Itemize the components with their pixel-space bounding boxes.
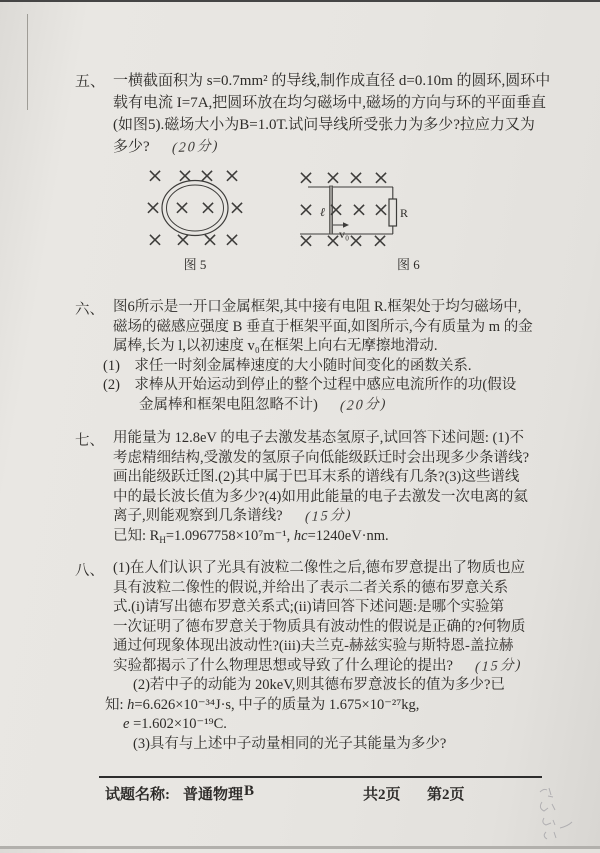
text-line: 具有波粒二像性的假说,并给出了表示二者关系的德布罗意关系 bbox=[113, 579, 509, 596]
problem-8-number: 八、 bbox=[75, 563, 104, 579]
field-cross-icon: × bbox=[371, 228, 389, 252]
problem-5-body bbox=[113, 70, 558, 159]
line-text: =1.602×10⁻¹⁹C. bbox=[129, 716, 227, 732]
field-cross-icon: × bbox=[228, 195, 246, 219]
field-cross-icon: × bbox=[372, 166, 390, 189]
field-cross-icon: × bbox=[173, 195, 191, 219]
field-cross-icon: × bbox=[347, 166, 365, 189]
text-line bbox=[113, 136, 558, 159]
figure-5-caption: 图 5 bbox=[183, 257, 207, 272]
field-cross-icon: × bbox=[144, 195, 162, 219]
text-line bbox=[139, 396, 558, 416]
text-line: 画出能级跃迁图.(2)其中属于巴耳末系的谱线有几条?(3)这些谱线 bbox=[113, 469, 520, 485]
text-line: (1) 求任一时刻金属棒速度的大小随时间变化的函数关系. bbox=[103, 357, 472, 374]
problem-6-body bbox=[103, 298, 558, 415]
field-cross-icon: × bbox=[146, 166, 164, 187]
problem-7-number: 七、 bbox=[75, 433, 104, 449]
scan-fold-artifact bbox=[27, 14, 28, 110]
handwritten-score: (15分) bbox=[304, 507, 353, 526]
electron-charge-symbol: e bbox=[123, 716, 130, 732]
line-text: =6.626×10⁻³⁴J·s, 中子的质量为 1.675×10⁻²⁷kg, bbox=[134, 696, 420, 713]
text-line: (2) 求棒从开始运动到停止的整个过程中感应电流所作的功(假设 bbox=[103, 377, 517, 393]
scan-top-edge bbox=[0, 0, 600, 2]
problem-6-number: 六、 bbox=[75, 302, 104, 318]
text-line: 考虑精细结构,受激发的氢原子向低能级跃迁时会出现多少条谱线? bbox=[113, 449, 530, 466]
field-cross-icon: × bbox=[350, 197, 368, 221]
line-text: 知: bbox=[105, 696, 128, 713]
course-version: B bbox=[244, 783, 255, 799]
line-text: 金属棒和框架电阻忽略不计) bbox=[139, 396, 318, 413]
line-text: 实验都揭示了什么物理思想或导致了什么理论的提出? bbox=[113, 657, 453, 674]
figure-6-drawing bbox=[296, 166, 486, 281]
text-line: (1)在人们认识了光具有波粒二像性之后,德布罗意提出了物质也应 bbox=[113, 560, 526, 576]
text-line: 一横截面积为 s=0.7mm² 的导线,制作成直径 d=0.10m 的圆环,圆环中 bbox=[113, 73, 551, 89]
course-name: 普通物理 bbox=[183, 787, 244, 803]
problem-5-number: 五、 bbox=[75, 74, 106, 90]
line-text: 离子,则能观察到几条谱线? bbox=[113, 508, 283, 524]
current-page: 第2页 bbox=[427, 787, 465, 803]
text-line: (2)若中子的动能为 20keV,则其德布罗意波长的值为多少?已 bbox=[133, 677, 505, 693]
problem-8-body bbox=[105, 559, 558, 754]
resistor bbox=[389, 199, 397, 226]
field-cross-icon: × bbox=[297, 166, 315, 189]
given-constants-line bbox=[105, 696, 558, 716]
text-line bbox=[113, 657, 558, 677]
field-cross-icon: × bbox=[199, 195, 217, 219]
hc-symbol: hc bbox=[293, 527, 308, 544]
text-line: 式.(i)请写出德布罗意关系式;(ii)请回答下述问题:是哪个实验第 bbox=[113, 599, 505, 615]
initial-velocity-label: v₀ bbox=[339, 227, 350, 241]
field-cross-icon: × bbox=[372, 197, 390, 221]
line-text: =1240eV·nm. bbox=[307, 527, 389, 544]
text-line: (如图5).磁场大小为B=1.0T.试问导线所受张力为多少?拉应力又为 bbox=[113, 117, 535, 133]
figure-5-drawing bbox=[138, 166, 278, 281]
text-line: 用能量为 12.8eV 的电子去激发基态氢原子,试回答下述问题: (1)不 bbox=[113, 430, 524, 446]
field-cross-icon: × bbox=[201, 227, 219, 251]
text-line: (3)具有与上述中子动量相同的光子其能量为多少? bbox=[133, 735, 447, 752]
given-constants-line bbox=[113, 527, 558, 551]
field-cross-icon: × bbox=[297, 197, 315, 221]
text-line bbox=[113, 507, 558, 527]
field-cross-icon: × bbox=[223, 166, 241, 187]
text-line: 磁场的磁感应强度 B 垂直于框架平面,如图所示,今有质量为 m 的金 bbox=[113, 318, 533, 335]
field-cross-icon: × bbox=[297, 228, 315, 252]
text-line: 属棒,长为 l,以初速度 v₀在框架上向右无摩擦地滑动. bbox=[113, 338, 438, 354]
footer-divider bbox=[99, 776, 542, 778]
rydberg-subscript: H bbox=[159, 534, 166, 545]
pencil-scribble-drawing bbox=[522, 780, 592, 848]
total-pages: 共2页 bbox=[363, 787, 401, 803]
handwritten-score: (20分) bbox=[339, 396, 388, 414]
figure-5 bbox=[138, 166, 278, 286]
field-cross-icon: × bbox=[146, 227, 164, 251]
page-footer bbox=[0, 783, 600, 805]
line-text: 已知: R bbox=[113, 527, 160, 544]
problem-8 bbox=[75, 559, 558, 754]
text-line: 图6所示是一开口金属框架,其中接有电阻 R.框架处于均匀磁场中, bbox=[113, 299, 522, 315]
field-cross-icon: × bbox=[324, 166, 342, 189]
handwritten-score: (15分) bbox=[474, 657, 523, 675]
exam-name-label: 试题名称: bbox=[105, 787, 170, 803]
planck-symbol: h bbox=[127, 696, 135, 713]
text-line: 一次证明了德布罗意关于物质具有波动性的假说是正确的?何物质 bbox=[113, 618, 526, 635]
field-cross-icon: × bbox=[324, 228, 342, 252]
rod-length-label: ℓ bbox=[320, 205, 325, 219]
pencil-marks bbox=[522, 780, 592, 853]
field-cross-icon: × bbox=[174, 227, 192, 251]
field-cross-icon: × bbox=[223, 227, 241, 251]
line-text: =1.0967758×10⁷m⁻¹, bbox=[165, 527, 294, 544]
text-line: 通过何现象体现出波动性?(iii)夫兰克-赫兹实验与斯特恩-盖拉赫 bbox=[113, 638, 514, 654]
resistor-label: R bbox=[400, 206, 409, 220]
field-cross-icon: × bbox=[176, 166, 194, 187]
problem-6 bbox=[75, 298, 558, 415]
given-constants-line bbox=[123, 715, 558, 735]
figure-6 bbox=[296, 166, 486, 286]
figure-6-caption: 图 6 bbox=[397, 257, 420, 272]
line-text: 多少? bbox=[113, 139, 150, 155]
handwritten-score: (20分) bbox=[171, 138, 220, 157]
field-cross-icon: × bbox=[347, 228, 365, 252]
problem-7 bbox=[75, 429, 558, 550]
field-cross-icon: × bbox=[198, 166, 216, 187]
text-line: 载有电流 I=7A,把圆环放在均匀磁场中,磁场的方向与环的平面垂直 bbox=[113, 95, 547, 111]
text-line: 中的最长波长值为多少?(4)如用此能量的电子去激发一次电离的氦 bbox=[113, 488, 528, 505]
problem-7-body bbox=[113, 429, 558, 550]
field-cross-icon: × bbox=[327, 197, 345, 221]
problem-5 bbox=[75, 70, 558, 159]
